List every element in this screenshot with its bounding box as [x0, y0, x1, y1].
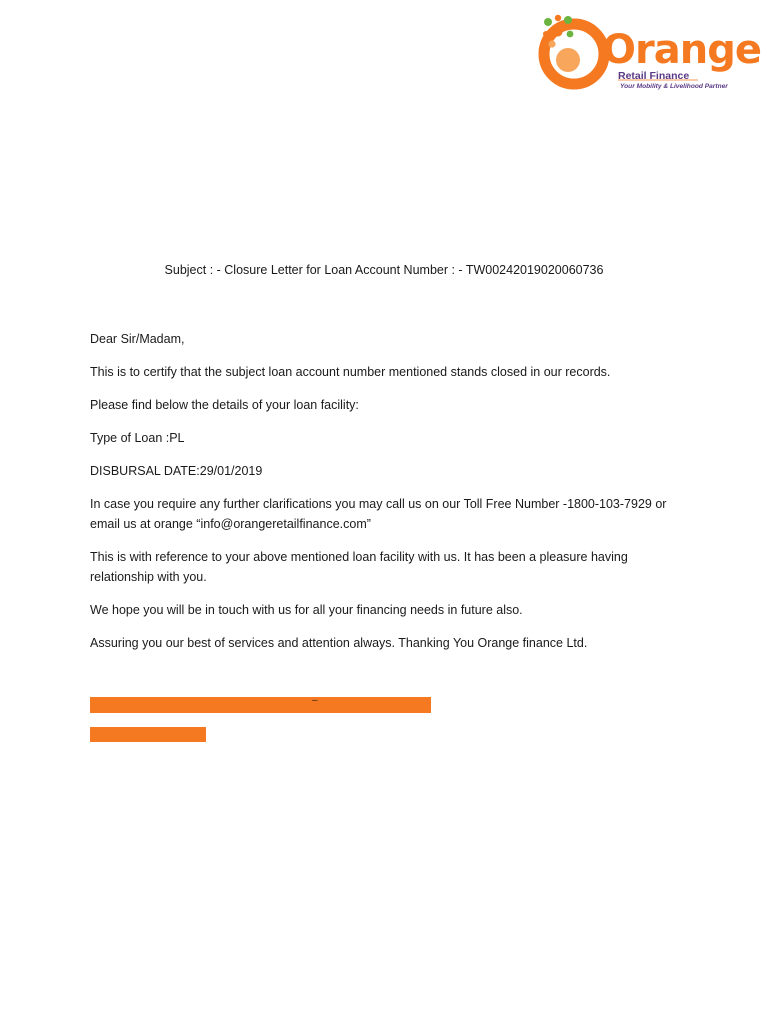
- letter-body: [90, 329, 675, 666]
- letter-subject: Subject : - Closure Letter for Loan Account Number : - TW00242019020060736: [164, 263, 604, 277]
- closing-paragraph: Assuring you our best of services and attention always. Thanking You Orange finance Ltd.: [90, 636, 588, 650]
- contact-paragraph: In case you require any further clarifications you may call us on our Toll Free Number -1800-103-7929 or email us at orange “info@orangeretailfinance.com”: [90, 497, 667, 531]
- reference-paragraph: This is with reference to your above mentioned loan facility with us. It has been a pleasure having relationship with you.: [90, 550, 628, 584]
- redaction-bar-short: [90, 727, 206, 742]
- redaction-mark: –: [312, 695, 318, 706]
- company-logo: [538, 8, 761, 100]
- redaction-bar-wide: [90, 697, 431, 713]
- logo-tagline: Your Mobility & Livelihood Partner: [620, 83, 728, 90]
- loan-type-line: Type of Loan :PL: [90, 431, 185, 445]
- future-needs-paragraph: We hope you will be in touch with us for all your financing needs in future also.: [90, 603, 523, 617]
- disbursal-date-line: DISBURSAL DATE:29/01/2019: [90, 464, 263, 478]
- certification-paragraph: This is to certify that the subject loan account number mentioned stands closed in our records.: [90, 365, 611, 379]
- salutation: Dear Sir/Madam,: [90, 332, 185, 346]
- logo-subtitle: Retail Finance: [618, 70, 690, 82]
- logo-brand-word: Orange: [602, 27, 761, 73]
- details-intro-paragraph: Please find below the details of your loan facility:: [90, 398, 359, 412]
